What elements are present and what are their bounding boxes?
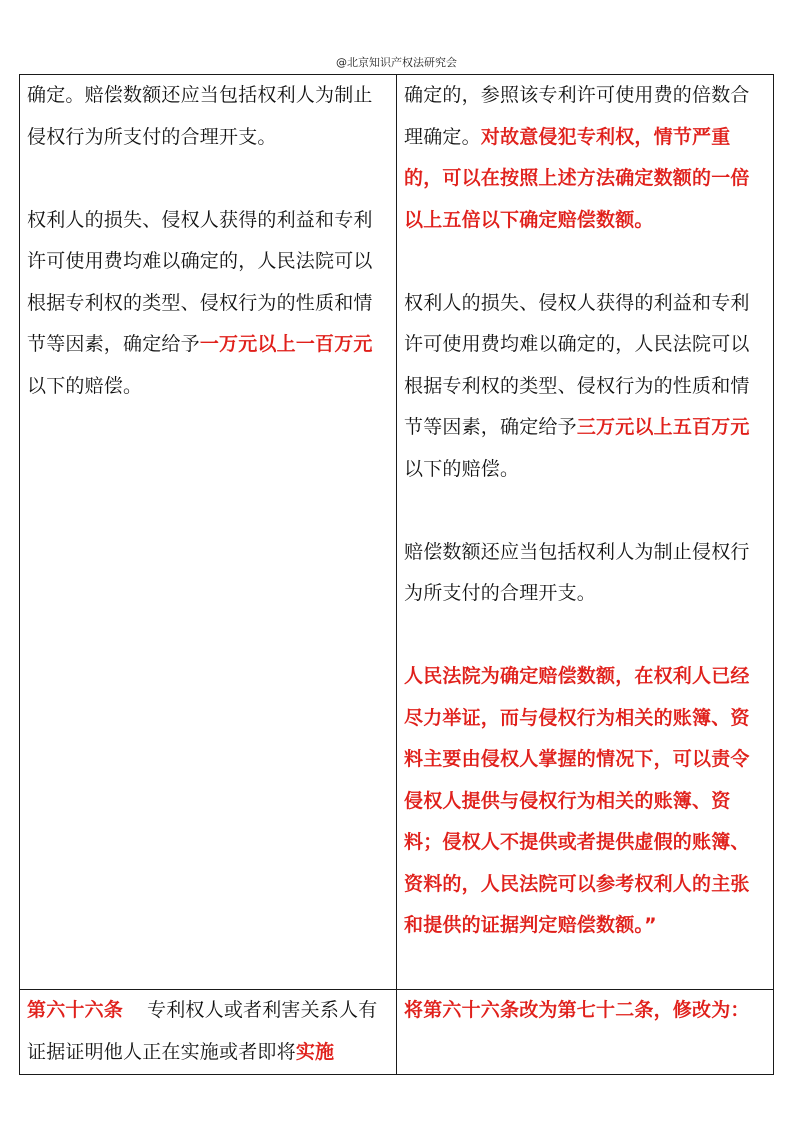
page-header: @北京知识产权法研究会 xyxy=(336,56,457,69)
paragraph-gap xyxy=(27,158,390,200)
paragraph-gap xyxy=(404,490,767,532)
old-paragraph-2 xyxy=(27,200,390,408)
article-text-highlight: 实施 xyxy=(295,1040,335,1063)
old-article-66 xyxy=(27,990,390,1073)
article-text: 专利权人或者利害关系人有证据证明他人正在实施或者即将 xyxy=(27,999,378,1063)
old-paragraph-2-end: 以下的赔偿。 xyxy=(27,374,143,397)
table-row xyxy=(20,75,774,990)
old-paragraph-1: 确定。赔偿数额还应当包括权利人为制止侵权行为所支付的合理开支。 xyxy=(27,84,373,148)
new-article-cell xyxy=(397,990,774,1075)
new-law-cell xyxy=(397,75,774,990)
old-article-cell xyxy=(20,990,397,1075)
old-paragraph-2-text: 权利人的损失、侵权人获得的利益和专利许可使用费均难以确定的，人民法院可以根据专利权的类型、侵权行为的性质和情节等因素，确定给予 xyxy=(27,208,373,355)
table-row xyxy=(20,990,774,1075)
punitive-damages-highlight: 对故意侵犯专利权，情节严重的，可以在按照上述方法确定数额的一倍以上五倍以下确定赔偿数额。 xyxy=(404,125,750,231)
new-amount-highlight: 三万元以上五百万元 xyxy=(576,416,750,438)
paragraph-gap xyxy=(404,615,767,657)
new-paragraph-2-end: 以下的赔偿。 xyxy=(404,457,520,480)
new-paragraph-1 xyxy=(404,75,767,241)
new-paragraph-3: 赔偿数额还应当包括权利人为制止侵权行为所支付的合理开支。 xyxy=(404,540,750,604)
paragraph-gap xyxy=(404,241,767,283)
old-law-cell xyxy=(20,75,397,990)
comparison-table xyxy=(19,74,774,1075)
old-amount-highlight: 一万元以上一百万元 xyxy=(199,333,373,355)
new-paragraph-2-text: 权利人的损失、侵权人获得的利益和专利许可使用费均难以确定的，人民法院可以根据专利权的类型、侵权行为的性质和情节等因素，确定给予 xyxy=(404,291,750,438)
new-paragraph-1-text: 确定的，参照该专利许可使用费的倍数合理确定。 xyxy=(404,84,750,148)
amendment-note: 将第六十六条改为第七十二条，修改为： xyxy=(404,999,750,1021)
new-paragraph-2 xyxy=(404,283,767,491)
article-number: 第六十六条 xyxy=(27,999,124,1021)
new-paragraph-4: 人民法院为确定赔偿数额，在权利人已经尽力举证，而与侵权行为相关的账簿、资料主要由侵权人掌握的情况下，可以责令侵权人提供与侵权行为相关的账簿、资料；侵权人不提供或者提供虚假的账簿、资料的，人民法院可以参考权利人的主张和提供的证据判定赔偿数额。” xyxy=(404,665,750,936)
